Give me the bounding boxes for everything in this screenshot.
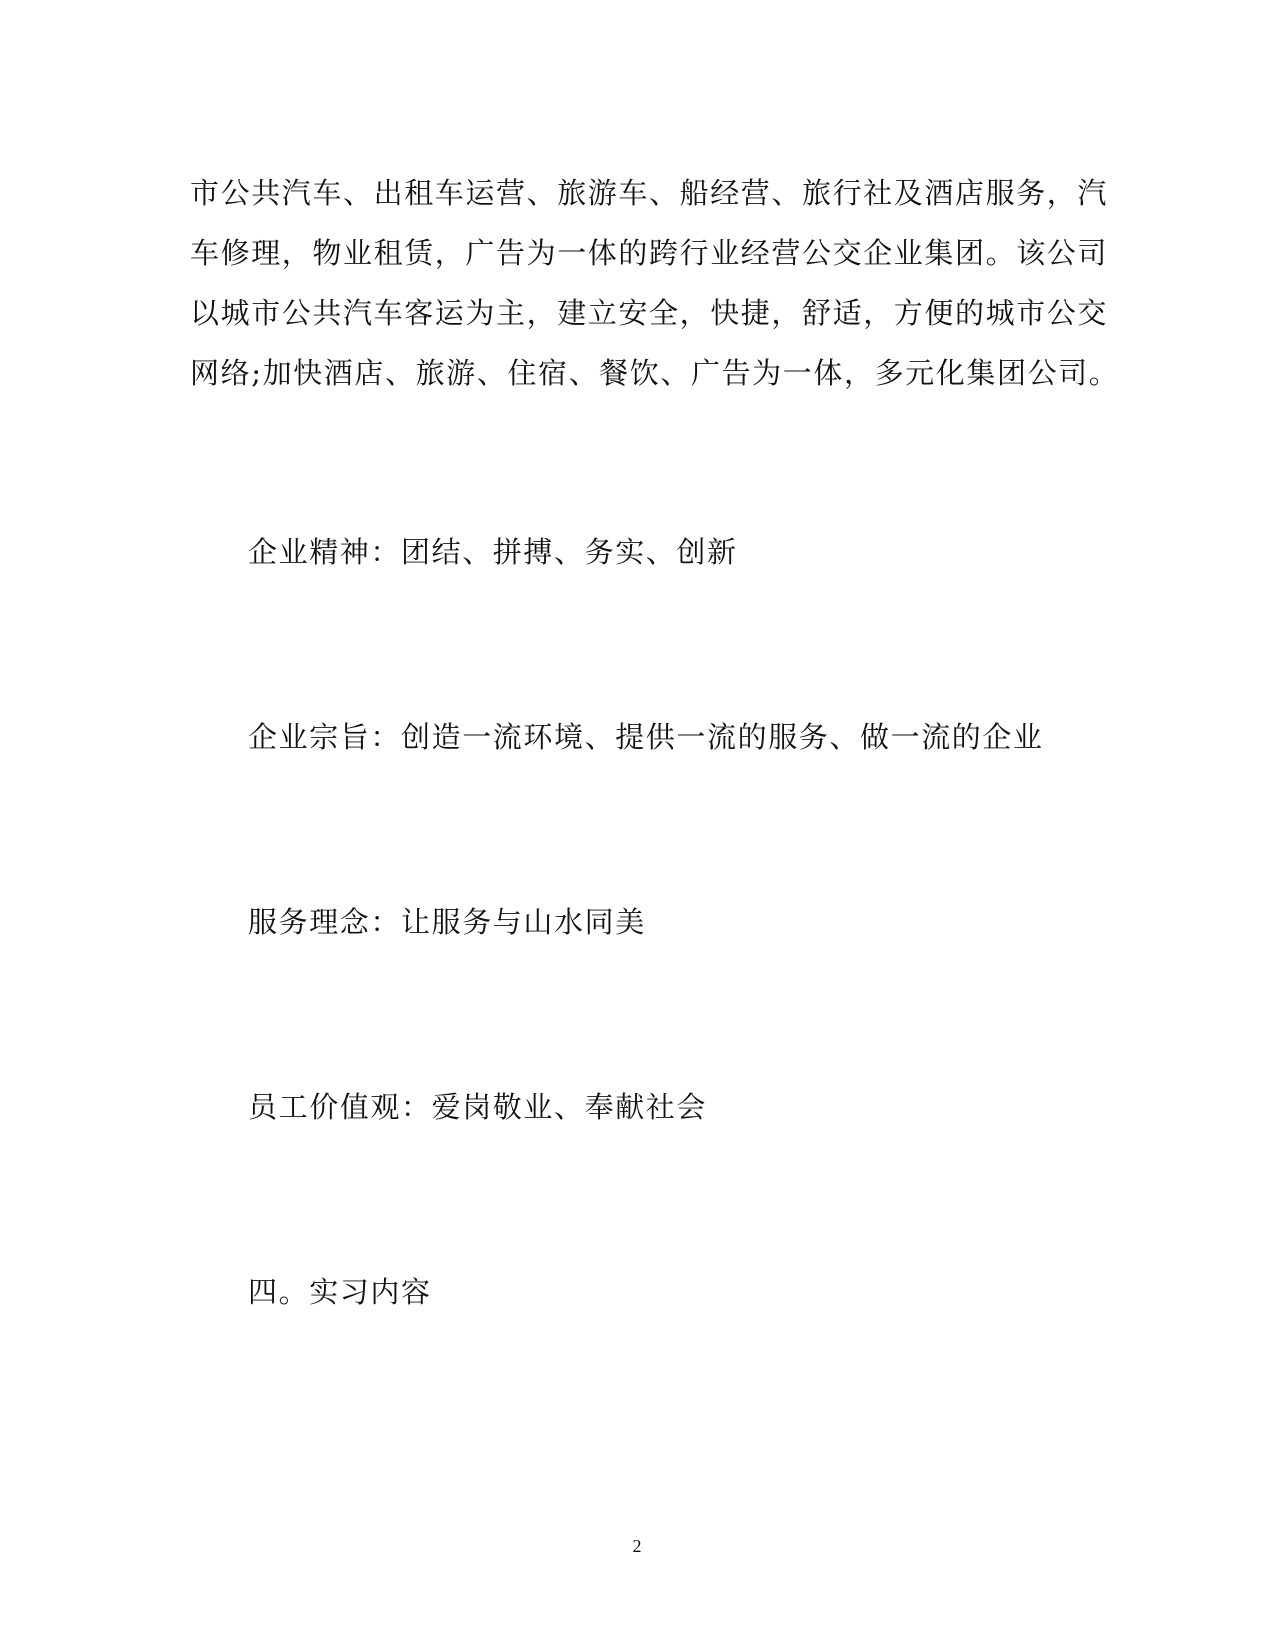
service-concept: 服务理念：让服务与山水同美 bbox=[248, 905, 646, 939]
paragraph-line: 市公共汽车、出租车运营、旅游车、船经营、旅行社及酒店服务，汽 bbox=[190, 176, 1109, 210]
section-heading: 四。实习内容 bbox=[248, 1275, 432, 1309]
intro-paragraph bbox=[190, 163, 1120, 403]
paragraph-line: 以城市公共汽车客运为主，建立安全，快捷，舒适，方便的城市公交 bbox=[190, 296, 1109, 330]
paragraph-line: 车修理，物业租赁，广告为一体的跨行业经营公交企业集团。该公司 bbox=[190, 236, 1109, 270]
enterprise-spirit: 企业精神：团结、拼搏、务实、创新 bbox=[248, 535, 738, 569]
paragraph-line: 网络;加快酒店、旅游、住宿、餐饮、广告为一体，多元化集团公司。 bbox=[190, 356, 1120, 390]
employee-values: 员工价值观：爱岗敬业、奉献社会 bbox=[248, 1090, 708, 1124]
enterprise-purpose: 企业宗旨：创造一流环境、提供一流的服务、做一流的企业 bbox=[248, 720, 1044, 754]
page-number: 2 bbox=[632, 1536, 642, 1556]
